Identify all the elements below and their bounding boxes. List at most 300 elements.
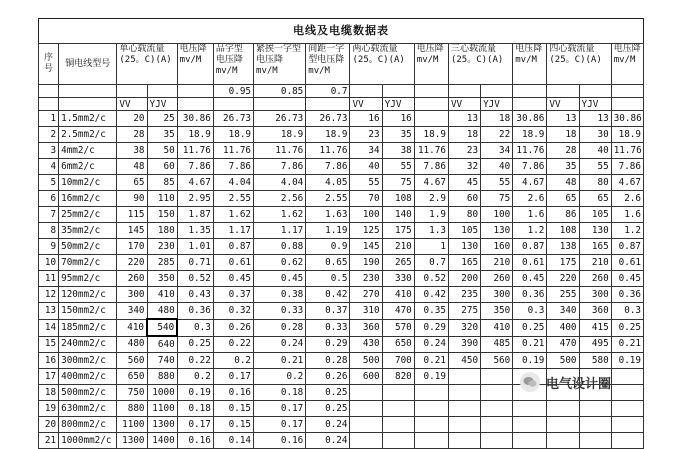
- table-cell: 260: [117, 271, 147, 287]
- table-cell: 0.24: [306, 417, 350, 433]
- table-cell: 0.3: [177, 319, 213, 336]
- table-cell: 0.15: [213, 401, 253, 417]
- table-row: [39, 336, 644, 353]
- table-cell: 220: [117, 255, 147, 271]
- table-cell: 13: [547, 111, 579, 127]
- table-cell: 235: [448, 287, 480, 303]
- table-cell: 0.3: [611, 303, 643, 320]
- table-cell: 470: [547, 336, 579, 353]
- cable-model: 4mm2/c: [59, 143, 117, 159]
- table-cell: 0.28: [306, 353, 350, 369]
- table-cell: 7.86: [213, 159, 253, 175]
- table-cell: 0.29: [414, 319, 448, 336]
- row-number: 13: [39, 303, 59, 320]
- table-cell: 0.25: [513, 319, 547, 336]
- table-row: [39, 159, 644, 175]
- table-cell: 23: [448, 143, 480, 159]
- table-cell: 0.25: [306, 385, 350, 401]
- table-cell: 150: [147, 207, 177, 223]
- table-cell: 7.86: [611, 159, 643, 175]
- table-cell: 0.45: [213, 271, 253, 287]
- table-cell: 0.45: [611, 271, 643, 287]
- table-row: [39, 239, 644, 255]
- table-cell: 0.45: [254, 271, 306, 287]
- table-cell: 560: [117, 353, 147, 369]
- table-cell: 4.04: [213, 175, 253, 191]
- table-cell: [547, 433, 579, 449]
- table-cell: [611, 401, 643, 417]
- cable-model: 120mm2/c: [59, 287, 117, 303]
- table-cell: 55: [382, 159, 414, 175]
- table-cell: 18: [481, 111, 513, 127]
- row-number: 10: [39, 255, 59, 271]
- table-cell: 110: [147, 191, 177, 207]
- table-row: [39, 191, 644, 207]
- table-cell: [481, 433, 513, 449]
- table-cell: 0.88: [254, 239, 306, 255]
- table-cell: 0.25: [306, 401, 350, 417]
- table-row: [39, 319, 644, 336]
- table-cell: 260: [579, 271, 611, 287]
- table-cell: 18.9: [254, 127, 306, 143]
- type-vv-two: VV: [350, 98, 382, 111]
- table-cell: 310: [350, 303, 382, 320]
- table-cell: 0.37: [213, 287, 253, 303]
- cable-model: 10mm2/c: [59, 175, 117, 191]
- table-cell: 230: [350, 271, 382, 287]
- table-cell: [513, 401, 547, 417]
- table-cell: 450: [448, 353, 480, 369]
- table-cell: 275: [448, 303, 480, 320]
- table-cell: 60: [448, 191, 480, 207]
- table-cell: 1.63: [306, 207, 350, 223]
- header-tight-vdrop: 紧挨一字型电压降mv/M: [254, 44, 306, 85]
- table-cell: 125: [350, 223, 382, 239]
- table-row: [39, 143, 644, 159]
- table-cell: [414, 417, 448, 433]
- table-cell: 1.01: [177, 239, 213, 255]
- table-cell: 11.76: [611, 143, 643, 159]
- coef-gap: 0.7: [306, 85, 350, 98]
- cable-model: 240mm2/c: [59, 336, 117, 353]
- table-cell: 160: [481, 239, 513, 255]
- table-cell: 430: [350, 336, 382, 353]
- table-cell: [547, 401, 579, 417]
- table-cell: 85: [147, 175, 177, 191]
- table-row: [39, 433, 644, 449]
- table-cell: 4.67: [513, 175, 547, 191]
- table-cell: 0.2: [213, 353, 253, 369]
- table-cell: [579, 417, 611, 433]
- table-cell: 640: [147, 336, 177, 353]
- table-cell: 0.42: [306, 287, 350, 303]
- wechat-icon: [520, 372, 540, 392]
- table-cell: [382, 401, 414, 417]
- table-cell: 0.35: [414, 303, 448, 320]
- table-cell: 0.2: [177, 369, 213, 385]
- row-number: 7: [39, 207, 59, 223]
- table-cell: [448, 401, 480, 417]
- table-cell: 1: [414, 239, 448, 255]
- table-cell: 32: [448, 159, 480, 175]
- table-cell: 400: [547, 319, 579, 336]
- row-number: 15: [39, 336, 59, 353]
- table-cell: 0.15: [213, 417, 253, 433]
- table-cell: 18.9: [306, 127, 350, 143]
- cable-model: 16mm2/c: [59, 191, 117, 207]
- table-cell: 170: [117, 239, 147, 255]
- table-cell: 0.24: [306, 433, 350, 449]
- table-cell: 360: [350, 319, 382, 336]
- table-cell: 1.9: [414, 207, 448, 223]
- table-cell: 2.6: [611, 191, 643, 207]
- table-cell: 0.17: [213, 369, 253, 385]
- table-cell: 0.21: [254, 353, 306, 369]
- table-row: [39, 223, 644, 239]
- table-row: [39, 127, 644, 143]
- cable-model: 95mm2/c: [59, 271, 117, 287]
- table-cell: 100: [350, 207, 382, 223]
- table-cell: 4.67: [611, 175, 643, 191]
- table-cell: 0.42: [414, 287, 448, 303]
- table-cell: 0.36: [611, 287, 643, 303]
- table-cell: 200: [448, 271, 480, 287]
- header-vdrop: 电压降mv/M: [177, 44, 213, 85]
- table-cell: 55: [579, 159, 611, 175]
- table-cell: 140: [382, 207, 414, 223]
- cable-model: 150mm2/c: [59, 303, 117, 320]
- table-cell: 470: [382, 303, 414, 320]
- table-cell: [547, 417, 579, 433]
- table-cell: 0.28: [254, 319, 306, 336]
- table-cell: [579, 401, 611, 417]
- table-cell: 65: [117, 175, 147, 191]
- table-cell: 0.38: [254, 287, 306, 303]
- table-cell: 0.32: [213, 303, 253, 320]
- table-cell: 105: [579, 207, 611, 223]
- row-number: 2: [39, 127, 59, 143]
- table-cell: 880: [147, 369, 177, 385]
- table-cell: 0.16: [177, 433, 213, 449]
- table-cell: 13: [448, 111, 480, 127]
- table-cell: 0.19: [414, 369, 448, 385]
- table-cell: 255: [547, 287, 579, 303]
- table-cell: 1.3: [414, 223, 448, 239]
- table-cell: 0.25: [177, 336, 213, 353]
- table-row: [39, 111, 644, 127]
- table-cell: 210: [382, 239, 414, 255]
- table-cell: 480: [117, 336, 147, 353]
- table-cell: 130: [481, 223, 513, 239]
- type-row: [39, 98, 644, 111]
- row-number: 20: [39, 417, 59, 433]
- table-cell: 340: [117, 303, 147, 320]
- table-cell: [481, 417, 513, 433]
- table-cell: 4.04: [254, 175, 306, 191]
- table-cell: [414, 433, 448, 449]
- table-cell: 1.62: [254, 207, 306, 223]
- table-cell: [481, 369, 513, 385]
- coef-pin: 0.95: [213, 85, 253, 98]
- table-cell: 0.17: [254, 401, 306, 417]
- table-cell: 230: [147, 239, 177, 255]
- table-cell: 1.87: [177, 207, 213, 223]
- table-cell: 11.76: [414, 143, 448, 159]
- table-cell: 0.61: [611, 255, 643, 271]
- table-row: [39, 175, 644, 191]
- table-cell: 500: [350, 353, 382, 369]
- table-cell: 100: [481, 207, 513, 223]
- table-cell: 390: [448, 336, 480, 353]
- header-serial: 序号: [39, 44, 59, 85]
- table-cell: 2.55: [306, 191, 350, 207]
- table-cell: 560: [481, 353, 513, 369]
- table-cell: 700: [382, 353, 414, 369]
- table-cell: 55: [481, 175, 513, 191]
- table-cell: 285: [147, 255, 177, 271]
- table-row: [39, 271, 644, 287]
- table-cell: 22: [481, 127, 513, 143]
- table-cell: 38: [117, 143, 147, 159]
- cable-model: 25mm2/c: [59, 207, 117, 223]
- table-cell: 1.17: [254, 223, 306, 239]
- table-cell: [382, 417, 414, 433]
- table-cell: [448, 417, 480, 433]
- table-cell: 350: [147, 271, 177, 287]
- table-cell: [350, 385, 382, 401]
- table-cell: 1000: [147, 385, 177, 401]
- table-row: [39, 401, 644, 417]
- cable-model: 2.5mm2/c: [59, 127, 117, 143]
- table-cell: [414, 401, 448, 417]
- table-cell: 16: [382, 111, 414, 127]
- table-cell: 65: [547, 191, 579, 207]
- type-yjv-three: YJV: [481, 98, 513, 111]
- table-cell: 30.86: [177, 111, 213, 127]
- cable-model: 6mm2/c: [59, 159, 117, 175]
- table-cell: 0.61: [513, 255, 547, 271]
- table-cell: 0.37: [306, 303, 350, 320]
- table-row: [39, 353, 644, 369]
- cable-model: 50mm2/c: [59, 239, 117, 255]
- table-cell: 18: [448, 127, 480, 143]
- table-row: [39, 417, 644, 433]
- table-cell: 11.76: [513, 143, 547, 159]
- table-cell: [414, 385, 448, 401]
- header-single-core: 单心载流量(25。C)(A): [117, 44, 177, 85]
- table-cell: 11.76: [254, 143, 306, 159]
- table-cell: 38: [382, 143, 414, 159]
- table-cell: 13: [579, 111, 611, 127]
- table-cell: 0.18: [177, 401, 213, 417]
- table-cell: 30: [579, 127, 611, 143]
- row-number: 8: [39, 223, 59, 239]
- table-cell: 300: [117, 287, 147, 303]
- table-cell: 485: [481, 336, 513, 353]
- table-cell: 108: [547, 223, 579, 239]
- table-cell: 108: [382, 191, 414, 207]
- table-cell: [382, 433, 414, 449]
- table-cell: [350, 401, 382, 417]
- coefficient-row: [39, 85, 644, 98]
- table-cell: 40: [481, 159, 513, 175]
- table-cell: 650: [382, 336, 414, 353]
- table-cell: 360: [579, 303, 611, 320]
- table-cell: 1.19: [306, 223, 350, 239]
- table-cell: 330: [382, 271, 414, 287]
- table-cell: 0.65: [306, 255, 350, 271]
- table-cell: 180: [147, 223, 177, 239]
- row-number: 17: [39, 369, 59, 385]
- table-cell: 600: [350, 369, 382, 385]
- table-cell: 165: [448, 255, 480, 271]
- table-cell: 50: [147, 143, 177, 159]
- table-cell: 0.33: [306, 319, 350, 336]
- table-cell: 1100: [147, 401, 177, 417]
- row-number: 19: [39, 401, 59, 417]
- table-cell: 175: [382, 223, 414, 239]
- table-cell: 90: [117, 191, 147, 207]
- table-cell: 35: [382, 127, 414, 143]
- table-cell: [611, 385, 643, 401]
- table-cell: 18.9: [177, 127, 213, 143]
- table-cell: 0.52: [177, 271, 213, 287]
- table-cell: 210: [481, 255, 513, 271]
- table-cell: 26.73: [254, 111, 306, 127]
- table-cell: [611, 369, 643, 385]
- table-cell: 11.76: [213, 143, 253, 159]
- table-cell: [382, 385, 414, 401]
- header-model: 铜电线型号: [59, 44, 117, 85]
- table-cell: [350, 417, 382, 433]
- table-cell: 0.21: [414, 353, 448, 369]
- table-cell: 0.9: [306, 239, 350, 255]
- table-cell: 4.67: [177, 175, 213, 191]
- table-cell: 820: [382, 369, 414, 385]
- table-cell: [513, 433, 547, 449]
- row-number: 16: [39, 353, 59, 369]
- table-cell: 220: [547, 271, 579, 287]
- table-cell: 65: [579, 191, 611, 207]
- table-cell: 540: [147, 319, 177, 336]
- row-number: 4: [39, 159, 59, 175]
- table-cell: 320: [448, 319, 480, 336]
- table-cell: 4.05: [306, 175, 350, 191]
- table-cell: 0.24: [414, 336, 448, 353]
- type-yjv-two: YJV: [382, 98, 414, 111]
- row-number: 12: [39, 287, 59, 303]
- table-row: [39, 287, 644, 303]
- table-cell: 2.55: [213, 191, 253, 207]
- table-cell: 7.86: [254, 159, 306, 175]
- table-cell: 350: [481, 303, 513, 320]
- table-cell: 23: [350, 127, 382, 143]
- table-cell: 4.67: [414, 175, 448, 191]
- table-cell: [611, 417, 643, 433]
- table-cell: 80: [448, 207, 480, 223]
- table-cell: 25: [147, 111, 177, 127]
- table-cell: 2.56: [254, 191, 306, 207]
- table-cell: [448, 385, 480, 401]
- header-gap-vdrop: 间距一字型电压降mv/M: [306, 44, 350, 85]
- header-four-vdrop: 电压降mv/M: [611, 44, 643, 85]
- table-cell: 410: [117, 319, 147, 336]
- table-cell: 16: [350, 111, 382, 127]
- table-cell: 300: [579, 287, 611, 303]
- table-cell: 1.6: [611, 207, 643, 223]
- table-cell: 0.22: [213, 336, 253, 353]
- table-cell: 495: [579, 336, 611, 353]
- table-cell: 0.87: [611, 239, 643, 255]
- table-cell: 415: [579, 319, 611, 336]
- table-cell: [513, 417, 547, 433]
- table-cell: 34: [350, 143, 382, 159]
- table-cell: 0.19: [177, 385, 213, 401]
- table-cell: 500: [547, 353, 579, 369]
- table-cell: 145: [117, 223, 147, 239]
- header-four-core: 四心载流量(25。C)(A): [547, 44, 611, 85]
- row-number: 9: [39, 239, 59, 255]
- table-cell: 1300: [117, 433, 147, 449]
- table-cell: 7.86: [306, 159, 350, 175]
- table-row: [39, 207, 644, 223]
- table-cell: 40: [579, 143, 611, 159]
- table-title: 电线及电缆数据表: [38, 18, 644, 43]
- table-cell: 210: [579, 255, 611, 271]
- table-cell: 60: [147, 159, 177, 175]
- table-cell: 115: [117, 207, 147, 223]
- table-cell: 0.87: [513, 239, 547, 255]
- table-cell: 340: [547, 303, 579, 320]
- table-cell: 410: [382, 287, 414, 303]
- table-cell: 1300: [147, 417, 177, 433]
- cable-model: 400mm2/c: [59, 369, 117, 385]
- table-cell: 300: [481, 287, 513, 303]
- table-cell: 30.86: [513, 111, 547, 127]
- table-cell: 0.21: [513, 336, 547, 353]
- table-cell: 35: [147, 127, 177, 143]
- table-cell: 130: [448, 239, 480, 255]
- row-number: 5: [39, 175, 59, 191]
- table-cell: 1.6: [513, 207, 547, 223]
- table-cell: 0.71: [177, 255, 213, 271]
- table-cell: 0.62: [254, 255, 306, 271]
- table-cell: 20: [117, 111, 147, 127]
- table-cell: 105: [448, 223, 480, 239]
- table-cell: 2.9: [414, 191, 448, 207]
- table-cell: 410: [147, 287, 177, 303]
- table-cell: 7.86: [414, 159, 448, 175]
- cable-model: 185mm2/c: [59, 319, 117, 336]
- table-cell: 1.62: [213, 207, 253, 223]
- table-cell: 265: [382, 255, 414, 271]
- cable-model: 1000mm2/c: [59, 433, 117, 449]
- table-cell: 18.9: [611, 127, 643, 143]
- table-cell: 0.7: [414, 255, 448, 271]
- table-cell: 190: [350, 255, 382, 271]
- table-cell: 570: [382, 319, 414, 336]
- table-cell: 28: [547, 143, 579, 159]
- table-cell: 0.26: [306, 369, 350, 385]
- row-number: 14: [39, 319, 59, 336]
- table-cell: 2.95: [177, 191, 213, 207]
- table-cell: 0.24: [254, 336, 306, 353]
- table-cell: [448, 433, 480, 449]
- row-number: 6: [39, 191, 59, 207]
- table-cell: 650: [117, 369, 147, 385]
- table-cell: 0.16: [213, 385, 253, 401]
- table-cell: 165: [579, 239, 611, 255]
